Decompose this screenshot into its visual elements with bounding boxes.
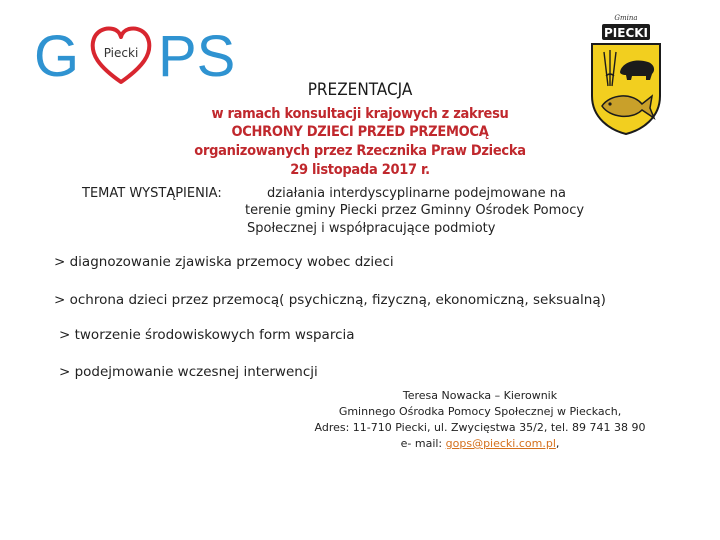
subtitle-line-3: organizowanych przez Rzecznika Praw Dziecka: [194, 143, 526, 159]
topic-line-1: działania interdyscyplinarne podejmowane na: [267, 186, 566, 201]
subtitle-date: 29 listopada 2017 r.: [290, 162, 430, 178]
logo-letters-ps: PS: [158, 24, 236, 89]
subtitle-line-2: OCHRONY DZIECI PRZED PRZEMOCĄ: [231, 124, 489, 140]
topic-line-3: Społecznej i współpracujące podmioty: [247, 221, 496, 236]
email-prefix: e- mail:: [400, 437, 446, 450]
bullet-item-1: > diagnozowanie zjawiska przemocy wobec dzieci: [54, 254, 394, 270]
crest-name: PIECKI: [603, 26, 649, 40]
bullet-item-4: > podejmowanie wczesnej interwencji: [59, 364, 318, 380]
email-suffix: ,: [555, 437, 560, 450]
subtitle-line-1: w ramach konsultacji krajowych z zakresu: [211, 106, 509, 122]
bullet-item-2: > ochrona dzieci przez przemocą( psychiczną, fizyczną, ekonomiczną, seksualną): [54, 292, 606, 308]
email-link[interactable]: gops@piecki.com.pl: [445, 437, 556, 450]
presentation-title: PREZENTACJA: [307, 80, 413, 100]
contact-name: Teresa Nowacka – Kierownik: [402, 389, 558, 402]
contact-institution: Gminnego Ośrodka Pomocy Społecznej w Pieckach,: [338, 405, 622, 418]
logo-letter-g: G: [34, 24, 80, 89]
bullet-item-3: > tworzenie środowiskowych form wsparcia: [59, 327, 355, 343]
logo-heart-label: Piecki: [103, 46, 139, 60]
crest-banner-text: Gmina: [614, 14, 638, 22]
topic-line-2: terenie gminy Piecki przez Gminny Ośrodek Pomocy: [245, 203, 585, 218]
contact-address: Adres: 11-710 Piecki, ul. Zwycięstwa 35/2, tel. 89 741 38 90: [314, 421, 646, 434]
topic-label: TEMAT WYSTĄPIENIA:: [82, 186, 222, 201]
contact-email-line: [290, 437, 670, 450]
